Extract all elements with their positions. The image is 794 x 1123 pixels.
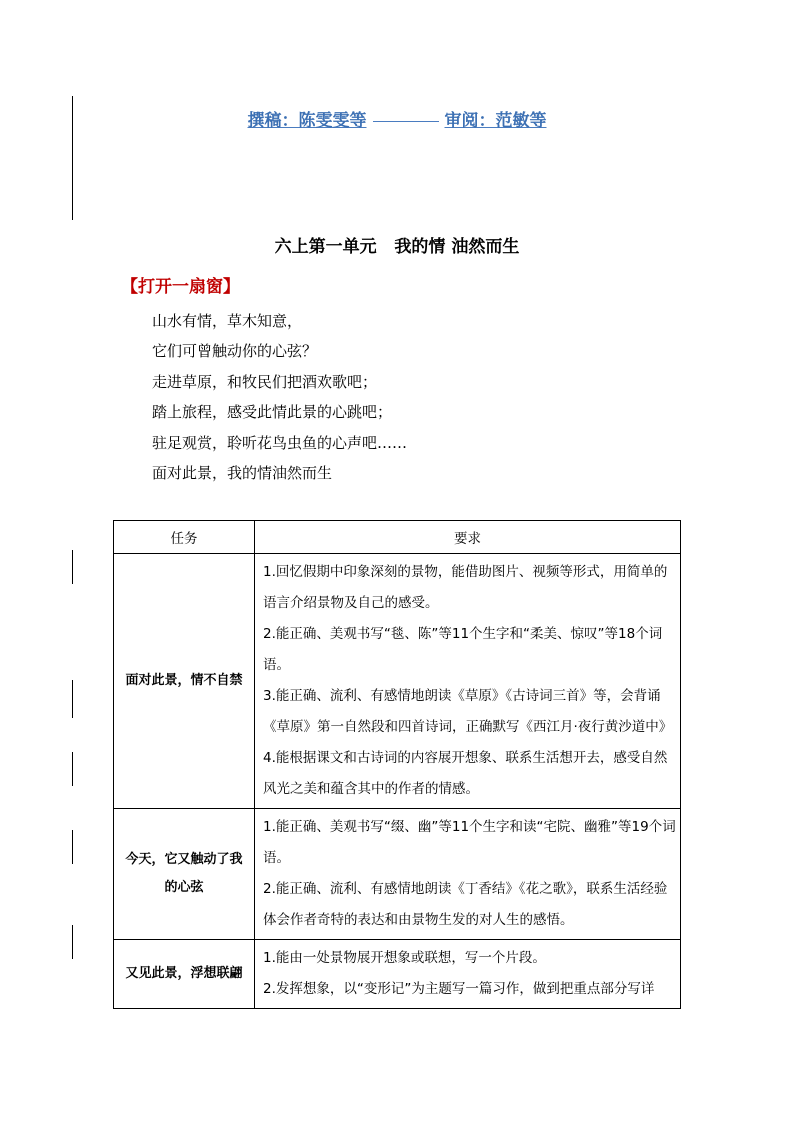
requirements-cell [255, 809, 681, 940]
requirement-item: 4.能根据课文和古诗词的内容展开想象、联系生活想开去，感受自然风光之美和蕴含其中的作者的情感。 [263, 750, 668, 797]
poem-line: 面对此景，我的情油然而生 [152, 463, 333, 482]
task-cell: 面对此景，情不自禁 [114, 554, 255, 809]
poem-line: 它们可曾触动你的心弦？ [152, 342, 318, 361]
poem-line: 山水有情，草木知意， [152, 312, 303, 330]
requirement-item: 2.发挥想象，以“变形记”为主题写一篇习作，做到把重点部分写详 [263, 981, 655, 997]
section-heading: 【打开一扇窗】 [121, 277, 240, 297]
requirement-item: 2.能正确、美观书写“毯、陈”等11个生字和“柔美、惊叹”等18个词语。 [263, 626, 663, 673]
credit-separator [373, 121, 439, 122]
task-cell: 今天，它又触动了我的心弦 [114, 809, 255, 940]
task-cell: 又见此景，浮想联翩 [114, 940, 255, 1009]
table-row [114, 554, 681, 809]
margin-mark [72, 752, 73, 786]
poem-line: 走进草原，和牧民们把酒欢歌吧； [152, 372, 378, 391]
header-task: 任务 [114, 521, 255, 554]
margin-mark [72, 550, 73, 584]
table-row [114, 940, 681, 1009]
requirement-item: 1.回忆假期中印象深刻的景物，能借助图片、视频等形式，用简单的语言介绍景物及自己的感受。 [263, 564, 668, 611]
requirement-item: 3.能正确、流利、有感情地朗读《草原》《古诗词三首》等，会背诵《草原》第一自然段和四首诗词，正确默写《西江月·夜行黄沙道中》 [263, 688, 673, 735]
requirement-item: 2.能正确、流利、有感情地朗读《丁香结》《花之歌》，联系生活经验体会作者奇特的表达和由景物生发的对人生的感悟。 [263, 881, 668, 928]
reviewer-label: 审阅：范敏等 [444, 111, 547, 131]
requirements-cell [255, 940, 681, 1009]
poem-line: 踏上旅程，感受此情此景的心跳吧； [152, 403, 393, 422]
requirements-cell [255, 554, 681, 809]
poem [152, 309, 407, 491]
margin-mark [72, 830, 73, 864]
table-row [114, 809, 681, 940]
credits-line [0, 106, 794, 131]
margin-mark [72, 680, 73, 718]
requirement-item: 1.能由一处景物展开想象或联想，写一个片段。 [263, 950, 546, 966]
unit-title: 六上第一单元 我的情 油然而生 [274, 237, 520, 257]
author-label: 撰稿：陈雯雯等 [247, 111, 367, 131]
poem-line: 驻足观赏，聆听花鸟虫鱼的心声吧…… [152, 433, 408, 452]
header-requirements: 要求 [255, 521, 681, 554]
requirement-item: 1.能正确、美观书写“缀、幽”等11个生字和读“宅院、幽雅”等19个词语。 [263, 819, 676, 866]
margin-mark [72, 925, 73, 959]
task-table [113, 520, 681, 1009]
table-header-row [114, 521, 681, 554]
